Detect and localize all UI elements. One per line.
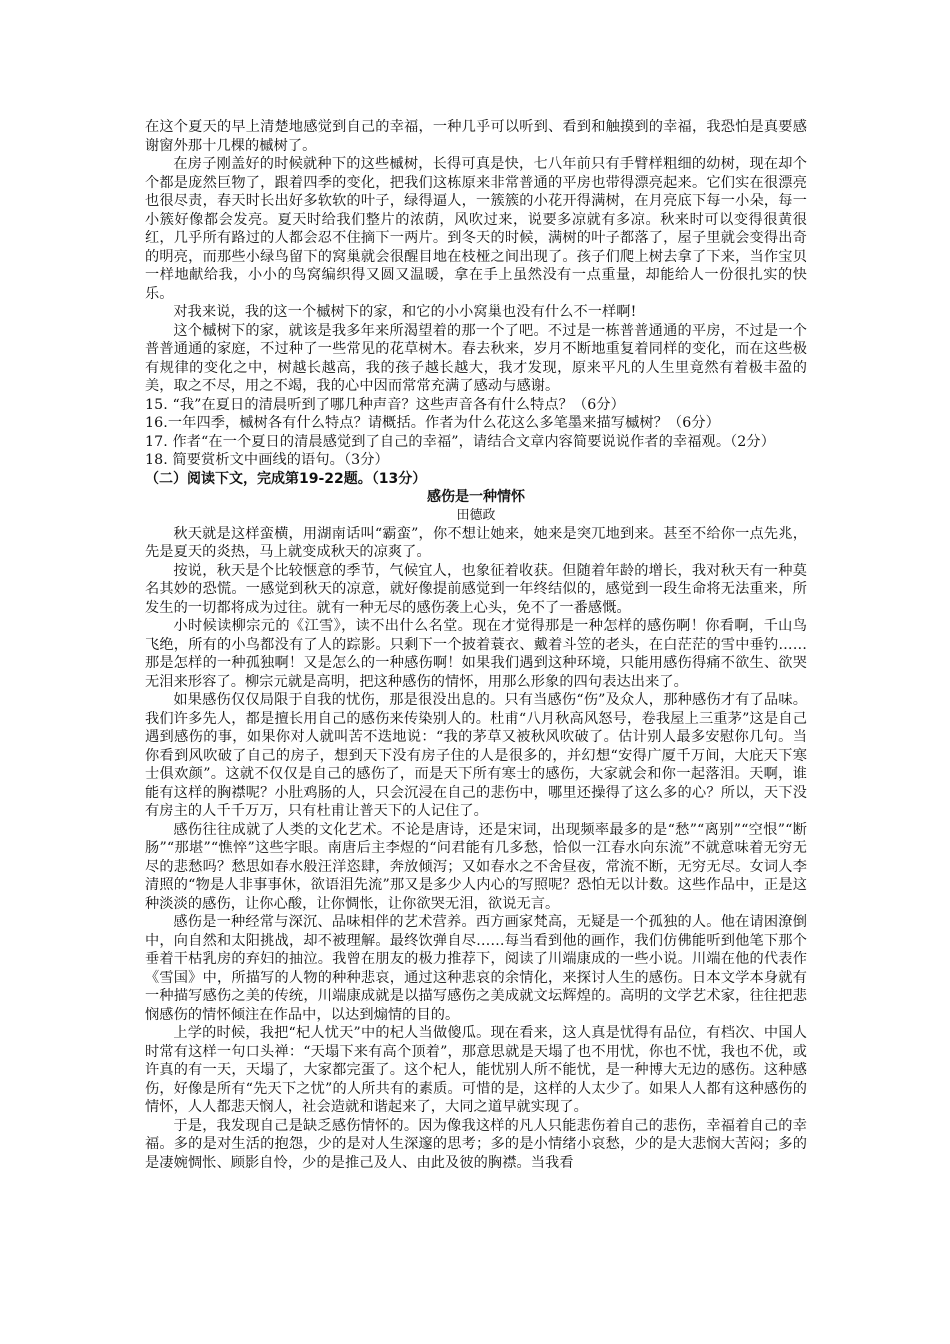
paragraph: 感伤是一种经常与深沉、品味相伴的艺术营养。西方画家梵高，无疑是一个孤独的人。他在请困潦倒中，向自然和太阳挑战，却不被理解。最终饮弹自尽……每当看到他的画作，我们仿佛能听到他笔下那个垂着干枯乳房的弃妇的抽泣。我曾在朋友的极力推荐下，阅读了川端康成的一些小说。川端在他的代表作《雪国》中，所描写的人物的种种悲哀，通过这种悲哀的余情化，来探讨人生的感伤。日本文学本身就有一种描写感伤之美的传统，川端康成就是以描写感伤之美成就文坛辉煌的。高明的文学艺术家，往往把悲悯感伤的情怀倾注在作品中，以达到煽情的目的。 [145,914,807,1023]
section-heading: （二）阅读下文，完成第19-22题。（13分） [145,470,427,487]
paragraph: 秋天就是这样蛮横，用湖南话叫“霸蛮”，你不想让她来，她来是突兀地到来。甚至不给你一点先兆，先是夏天的炎热，马上就变成秋天的凉爽了。 [145,525,807,560]
article-author: 田德政 [456,507,496,523]
question: 15. “我”在夏日的清晨听到了哪几种声音？这些声音各有什么特点？（6分） [145,396,625,413]
question: 18. 简要赏析文中画线的语句。（3分） [145,452,389,468]
paragraph: 这个槭树下的家，就该是我多年来所渴望着的那一个了吧。不过是一栋普普通通的平房，不过是一个普普通通的家庭，不过种了一些常见的花草树木。春去秋来，岁月不断地重复着同样的变化，而在这些极有规律的变化之中，树越长越高，我的孩子越长越大，我才发现，原来平凡的人生里竟然有着极丰盈的美，取之不尽，用之不竭，我的心中因而常常充满了感动与感谢。 [145,322,807,394]
paragraph: 对我来说，我的这一个槭树下的家，和它的小小窝巢也没有什么不一样啊! [173,304,637,320]
paragraph: 在房子刚盖好的时候就种下的这些槭树，长得可真是快，七八年前只有手臂样粗细的幼树，现在却个个都是庞然巨物了，跟着四季的变化，把我们这栋原来非常普通的平房也带得漂亮起来。它们实在很漂亮也很尽责，春天时长出好多软软的叶子，绿得逼人，一簇簇的小花开得满树，在月亮底下每一小朵，每一小簇好像都会发亮。夏天时给我们整片的浓荫，风吹过来，说要多凉就有多凉。秋来时可以变得很黄很红，几乎所有路过的人都会忍不住摘下一两片。到冬天的时候，满树的叶子都落了，屋子里就会变得出奇的明亮，而那些小绿鸟留下的窝巢就会很醒目地在枝桠之间出现了。孩子们爬上树去拿了下来，当作宝贝一样地献给我，小小的鸟窝编织得又圆又温暖，拿在手上虽然没有一点重量，却能给人一份很扎实的快乐。 [145,156,807,302]
paragraph: 上学的时候，我把“杞人忧天”中的杞人当做傻瓜。现在看来，这人真是忧得有品位，有档次、中国人时常有这样一句口头禅：“天塌下来有高个顶着”，那意思就是天塌了也不用忧，你也不忧，我也不优，或许真的有一天，天塌了，大家都完蛋了。这个杞人，能忧别人所不能忧，是一种博大无边的感伤。这种感伤，好像是所有“先天下之忧”的人所共有的素质。可惜的是，这样的人太少了。如果人人都有这种感伤的情怀，人人都悲天悯人，社会造就和谐起来了，大同之道早就实现了。 [145,1025,807,1115]
question: 16.一年四季，槭树各有什么特点？请概括。作者为什么花这么多笔墨来描写槭树？（6分） [145,415,720,431]
paragraph: 于是，我发现自己是缺乏感伤情怀的。因为像我这样的凡人只能悲伤着自己的悲伤，幸福着自己的幸福。多的是对生活的抱怨，少的是对人生深邃的思考；多的是小情绪小哀愁，少的是大悲悯大苦闷；多的是凄婉惆怅、顾影自怜，少的是推己及人、由此及彼的胸襟。当我看 [145,1117,807,1171]
article-title: 感伤是一种情怀 [427,489,525,505]
paragraph: 在这个夏天的早上清楚地感觉到自己的幸福，一种几乎可以听到、看到和触摸到的幸福，我恐怕是真要感谢窗外那十几棵的槭树了。 [145,119,807,154]
paragraph: 感伤往往成就了人类的文化艺术。不论是唐诗，还是宋词，出现频率最多的是“愁”“离别”“空恨”“断肠”“那堪”“憔悴”这些字眼。南唐后主李煜的“问君能有几多愁，恰似一江春水向东流”不就意味着无穷无尽的悲愁吗？愁思如春水般汪洋恣肆，奔放倾泻；又如春水之不舍昼夜，常流不断，无穷无尽。女词人李清照的“物是人非事事休，欲语泪先流”那又是多少人内心的写照呢？恐怕无以计数。这些作品中，正是这种淡淡的感伤，让你心酸，让你惆怅，让你欲哭无泪，欲说无言。 [145,821,807,912]
paragraph: 小时候读柳宗元的《江雪》，读不出什么名堂。现在才觉得那是一种怎样的感伤啊！你看啊，千山鸟飞绝，所有的小鸟都没有了人的踪影。只剩下一个披着蓑衣、戴着斗笠的老头，在白茫茫的雪中垂钓……那是怎样的一种孤独啊！又是怎么的一种感伤啊！如果我们遇到这种环境，只能用感伤得痛不欲生、欲哭无泪来形容了。柳宗元就是高明，把这种感伤的情怀，用那么形象的四句表达出来了。 [145,618,807,690]
document-page [145,118,807,1172]
paragraph: 如果感伤仅仅局限于自我的忧伤，那是很没出息的。只有当感伤“伤”及众人，那种感伤才有了品味。我们许多先人，都是擅长用自己的感伤来传染别人的。杜甫“八月秋高风怒号，卷我屋上三重茅”这是自己遇到感伤的事，如果你对人就叫苦不迭地说：“我的茅草又被秋风吹破了。估计别人最多安慰你几句。当你看到风吹破了自己的房子，想到天下没有房子住的人是很多的，并幻想“安得广厦千万间，大庇天下寒士俱欢颜”。这就不仅仅是自己的感伤了，而是天下所有寒士的感伤，大家就会和你一起落泪。天啊，谁能有这样的胸襟呢？小肚鸡肠的人，只会沉浸在自己的悲伤中，哪里还操得了这么多的心？所以，天下没有房主的人千千万万，只有杜甫让普天下的人记住了。 [145,692,807,819]
question: 17. 作者“在一个夏日的清晨感觉到了自己的幸福”，请结合文章内容简要说说作者的幸福观。（2分） [145,433,775,450]
paragraph: 按说，秋天是个比较惬意的季节，气候宜人，也象征着收获。但随着年龄的增长，我对秋天有一种莫名其妙的恐慌。一感觉到秋天的凉意，就好像提前感觉到一年终结似的，感觉到一段生命将无法重来，所发生的一切都将成为过往。就有一种无尽的感伤袭上心头，免不了一番感慨。 [145,562,807,616]
